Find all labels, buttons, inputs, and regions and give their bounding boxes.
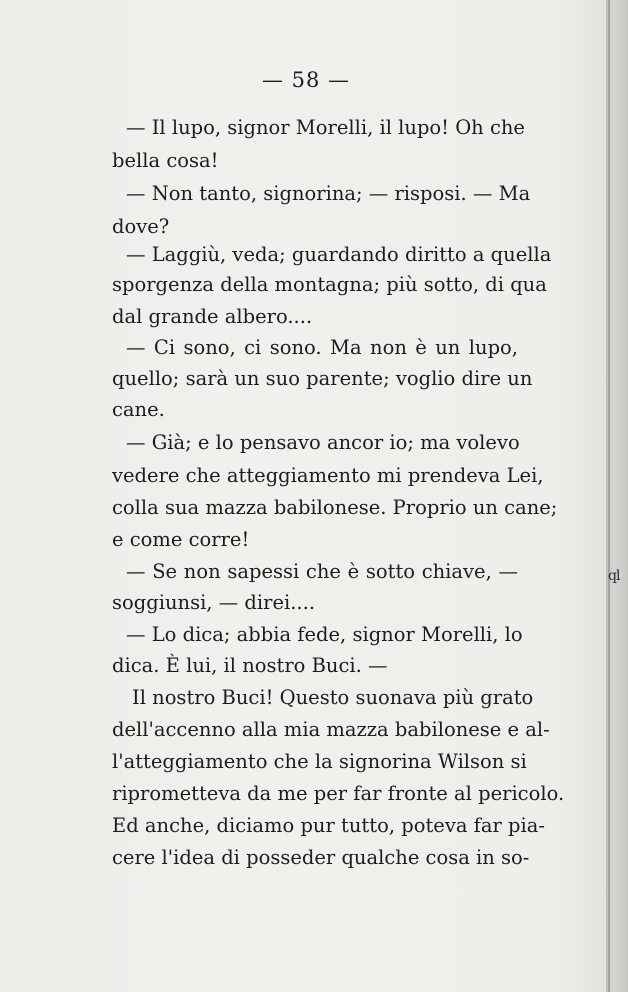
text-line: e come corre! [112, 528, 250, 551]
text-line: cane. [112, 398, 165, 421]
margin-mark: ql [608, 568, 620, 584]
text-line: — Già; e lo pensavo ancor io; ma volevo [126, 431, 520, 454]
text-line: quello; sarà un suo parente; voglio dire un [112, 367, 533, 390]
text-line: dal grande albero.... [112, 305, 313, 328]
text-line: cere l'idea di posseder qualche cosa in so- [112, 846, 530, 869]
text-line: — Laggiù, veda; guardando diritto a quella [126, 243, 552, 266]
text-line: vedere che atteggiamento mi prendeva Lei, [112, 464, 544, 487]
text-line: riprometteva da me per far fronte al pericolo. [112, 782, 565, 805]
text-line: dell'accenno alla mia mazza babilonese e al- [112, 718, 550, 741]
text-line: sporgenza della montagna; più sotto, di qua [112, 273, 547, 296]
text-line: — Se non sapessi che è sotto chiave, — [126, 560, 518, 583]
text-line: soggiunsi, — direi.... [112, 591, 316, 614]
text-line: — Il lupo, signor Morelli, il lupo! Oh che [126, 116, 525, 139]
text-line: — Lo dica; abbia fede, signor Morelli, lo [126, 623, 523, 646]
text-line: dica. È lui, il nostro Buci. — [112, 654, 388, 677]
page-number: — 58 — [261, 68, 351, 92]
text-line: l'atteggiamento che la signorina Wilson si [112, 750, 527, 773]
text-line: dove? [112, 215, 170, 238]
text-line: — Non tanto, signorina; — risposi. — Ma [126, 182, 531, 205]
text-line: bella cosa! [112, 149, 219, 172]
text-line: Il nostro Buci! Questo suonava più grato [132, 686, 534, 709]
text-line: Ed anche, diciamo pur tutto, poteva far pia- [112, 814, 545, 837]
text-line: — Ci sono, ci sono. Ma non è un lupo, [126, 336, 518, 359]
text-line: colla sua mazza babilonese. Proprio un cane; [112, 496, 558, 519]
page-edge-line [608, 0, 610, 992]
